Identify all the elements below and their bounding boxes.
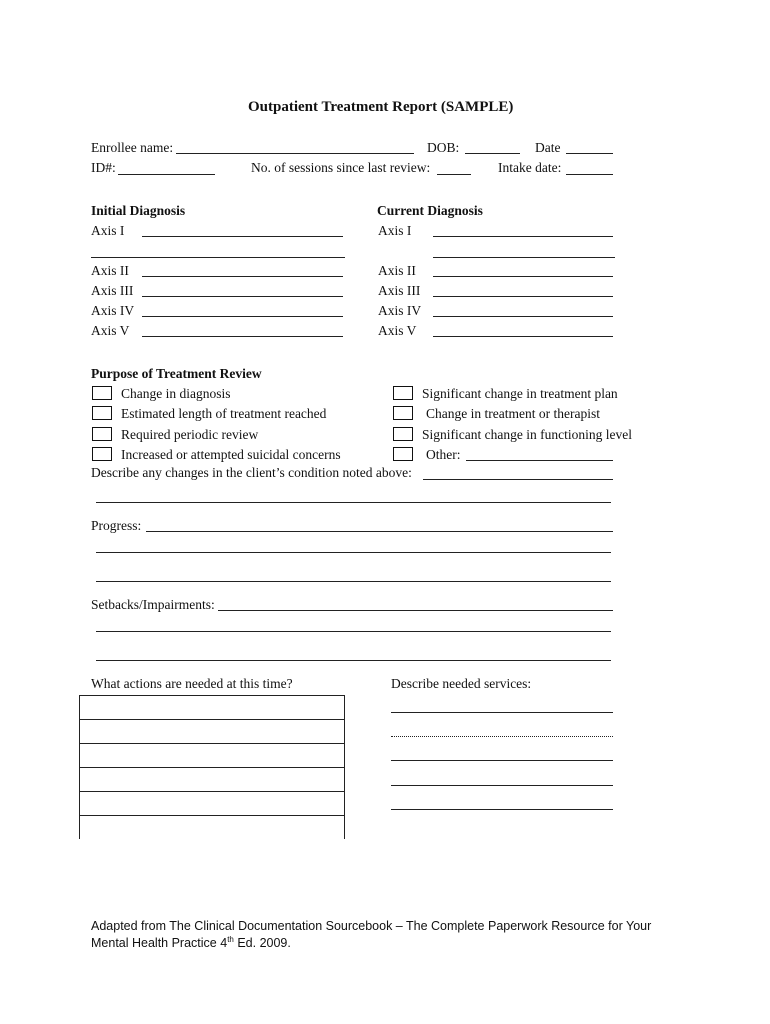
- checkbox-therapist-change[interactable]: [393, 406, 413, 420]
- dob-label: DOB:: [427, 140, 460, 155]
- option-label: Estimated length of treatment reached: [121, 406, 327, 421]
- enrollee-name-field[interactable]: [176, 153, 414, 154]
- date-label: Date: [535, 140, 561, 155]
- enrollee-name-label: Enrollee name:: [91, 140, 174, 155]
- checkbox-required-periodic-review[interactable]: [92, 427, 112, 441]
- current-diagnosis-heading: Current Diagnosis: [377, 203, 483, 218]
- services-field[interactable]: [391, 736, 613, 737]
- current-axis-field[interactable]: [433, 236, 613, 237]
- current-axis-field[interactable]: [433, 336, 613, 337]
- current-axis-extra-field[interactable]: [433, 257, 615, 258]
- current-axis-label: Axis I: [378, 223, 412, 238]
- progress-field[interactable]: [96, 552, 611, 553]
- current-axis-field[interactable]: [433, 296, 613, 297]
- option-label: Increased or attempted suicidal concerns: [121, 447, 341, 462]
- progress-field[interactable]: [146, 531, 613, 532]
- intake-date-label: Intake date:: [498, 160, 562, 175]
- describe-changes-label: Describe any changes in the client’s condition noted above:: [91, 465, 412, 480]
- other-field[interactable]: [466, 460, 613, 461]
- footer-superscript: th: [227, 935, 234, 944]
- current-axis-label: Axis V: [378, 323, 417, 338]
- page-title: Outpatient Treatment Report (SAMPLE): [248, 99, 514, 115]
- option-label: Change in diagnosis: [121, 386, 231, 401]
- actions-row[interactable]: [80, 815, 344, 816]
- initial-axis-field[interactable]: [142, 236, 343, 237]
- initial-axis-label: Axis I: [91, 223, 125, 238]
- describe-changes-field[interactable]: [423, 479, 613, 480]
- setbacks-field[interactable]: [96, 660, 611, 661]
- option-label: Significant change in treatment plan: [422, 386, 618, 401]
- actions-row[interactable]: [80, 719, 344, 720]
- checkbox-suicidal-concerns[interactable]: [92, 447, 112, 461]
- initial-axis-field[interactable]: [142, 276, 343, 277]
- footer-line-1: Adapted from The Clinical Documentation Sourcebook – The Complete Paperwork Resource for Your: [91, 919, 652, 933]
- checkbox-estimated-length[interactable]: [92, 406, 112, 420]
- actions-row[interactable]: [80, 791, 344, 792]
- current-axis-field[interactable]: [433, 276, 613, 277]
- initial-axis-field[interactable]: [142, 336, 343, 337]
- checkbox-change-in-diagnosis[interactable]: [92, 386, 112, 400]
- date-field[interactable]: [566, 153, 613, 154]
- initial-axis-label: Axis III: [91, 283, 134, 298]
- option-label: Required periodic review: [121, 427, 259, 442]
- initial-axis-label: Axis II: [91, 263, 129, 278]
- initial-axis-extra-field[interactable]: [91, 257, 345, 258]
- checkbox-treatment-plan-change[interactable]: [393, 386, 413, 400]
- current-axis-label: Axis IV: [378, 303, 422, 318]
- initial-axis-label: Axis V: [91, 323, 130, 338]
- services-field[interactable]: [391, 809, 613, 810]
- initial-axis-label: Axis IV: [91, 303, 135, 318]
- option-label: Significant change in functioning level: [422, 427, 632, 442]
- current-axis-field[interactable]: [433, 316, 613, 317]
- services-field[interactable]: [391, 785, 613, 786]
- purpose-heading: Purpose of Treatment Review: [91, 366, 262, 381]
- actions-table: [79, 695, 345, 839]
- option-label: Change in treatment or therapist: [426, 406, 600, 421]
- services-label: Describe needed services:: [391, 676, 532, 691]
- progress-label: Progress:: [91, 518, 142, 533]
- setbacks-field[interactable]: [218, 610, 613, 611]
- initial-diagnosis-heading: Initial Diagnosis: [91, 203, 186, 218]
- setbacks-label: Setbacks/Impairments:: [91, 597, 215, 612]
- checkbox-functioning-level[interactable]: [393, 427, 413, 441]
- initial-axis-field[interactable]: [142, 316, 343, 317]
- actions-row[interactable]: [80, 767, 344, 768]
- footer-citation: [91, 919, 731, 950]
- dob-field[interactable]: [465, 153, 520, 154]
- sessions-field[interactable]: [437, 174, 471, 175]
- footer-line-2-suffix: Ed. 2009.: [233, 936, 291, 951]
- checkbox-other[interactable]: [393, 447, 413, 461]
- initial-axis-field[interactable]: [142, 296, 343, 297]
- actions-label: What actions are needed at this time?: [91, 676, 293, 691]
- footer-line-2-prefix: Mental Health Practice 4: [91, 936, 228, 951]
- current-axis-label: Axis III: [378, 283, 421, 298]
- actions-row[interactable]: [80, 743, 344, 744]
- intake-date-field[interactable]: [566, 174, 613, 175]
- current-axis-label: Axis II: [378, 263, 416, 278]
- services-field[interactable]: [391, 712, 613, 713]
- setbacks-field[interactable]: [96, 631, 611, 632]
- describe-changes-field[interactable]: [96, 502, 611, 503]
- services-field[interactable]: [391, 760, 613, 761]
- progress-field[interactable]: [96, 581, 611, 582]
- footer-line-2: [91, 933, 731, 950]
- sessions-label: No. of sessions since last review:: [251, 160, 431, 175]
- id-field[interactable]: [118, 174, 215, 175]
- id-label: ID#:: [91, 160, 116, 175]
- option-label: Other:: [426, 447, 461, 462]
